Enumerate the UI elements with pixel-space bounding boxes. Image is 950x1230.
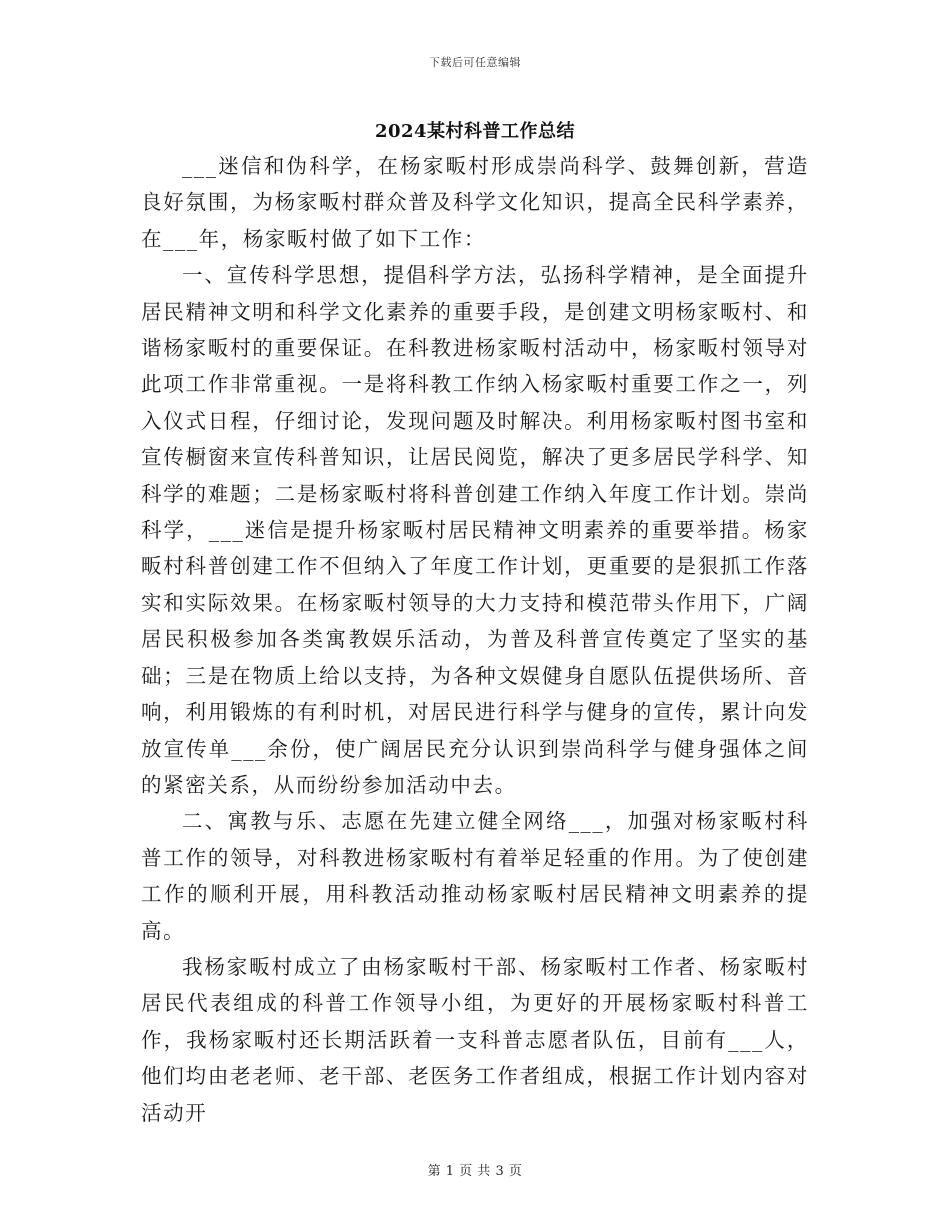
document-body	[141, 148, 809, 1131]
page-header-note: 下载后可任意编辑	[429, 56, 521, 69]
document-title: 2024某村科普工作总结	[374, 121, 576, 142]
paragraph-section-two: 二、寓教与乐、志愿在先建立健全网络___，加强对杨家畈村科普工作的领导，对科教进杨家畈村有着举足轻重的作用。为了使创建工作的顺利开展，用科教活动推动杨家畈村居民精神文明素养的提高。	[141, 809, 809, 943]
paragraph-section-one: 一、宣传科学思想，提倡科学方法，弘扬科学精神，是全面提升居民精神文明和科学文化素养的重要手段，是创建文明杨家畈村、和谐杨家畈村的重要保证。在科教进杨家畈村活动中，杨家畈村领导对此项工作非常重视。一是将科教工作纳入杨家畈村重要工作之一，列入仪式日程，仔细讨论，发现问题及时解决。利用杨家畈村图书室和宣传橱窗来宣传科普知识，让居民阅览，解决了更多居民学科学、知科学的难题；二是杨家畈村将科普创建工作纳入年度工作计划。崇尚科学，___迷信是提升杨家畈村居民精神文明素养的重要举措。杨家畈村科普创建工作不但纳入了年度工作计划，更重要的是狠抓工作落实和实际效果。在杨家畈村领导的大力支持和模范带头作用下，广阔居民积极参加各类寓教娱乐活动，为普及科普宣传奠定了坚实的基础；三是在物质上给以支持，为各种文娱健身自愿队伍提供场所、音响，利用锻炼的有利时机，对居民进行科学与健身的宣传，累计向发放宣传单___余份，使广阔居民充分认识到崇尚科学与健身强体之间的紧密关系，从而纷纷参加活动中去。	[141, 263, 809, 797]
page-number: 第 1 页 共 3 页	[427, 1164, 523, 1179]
paragraph-intro: ___迷信和伪科学，在杨家畈村形成崇尚科学、鼓舞创新，营造良好氛围，为杨家畈村群众普及科学文化知识，提高全民科学素养，在___年，杨家畈村做了如下工作：	[141, 154, 809, 251]
paragraph-team: 我杨家畈村成立了由杨家畈村干部、杨家畈村工作者、杨家畈村居民代表组成的科普工作领导小组，为更好的开展杨家畈村科普工作，我杨家畈村还长期活跃着一支科普志愿者队伍，目前有___人，他们均由老老师、老干部、老医务工作者组成，根据工作计划内容对活动开	[141, 954, 809, 1125]
